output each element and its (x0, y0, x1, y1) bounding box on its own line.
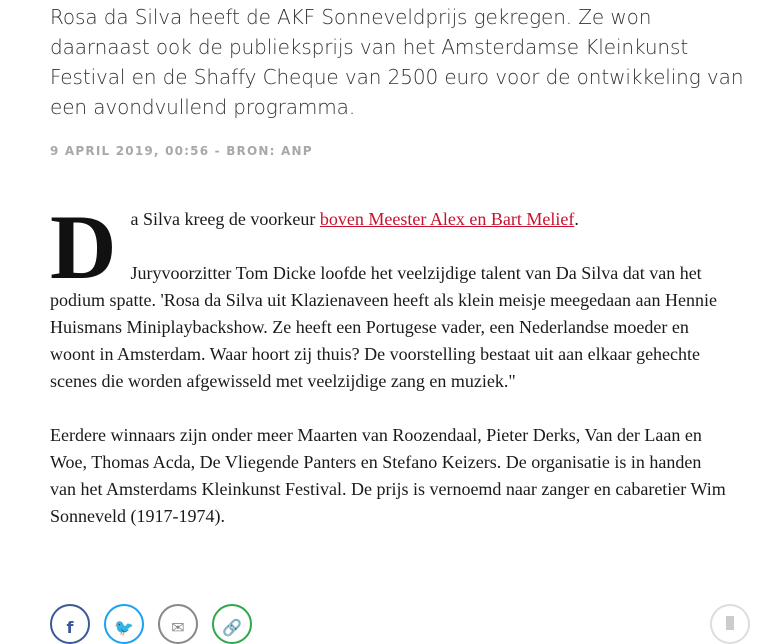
article-link[interactable]: boven Meester Alex en Bart Melief (319, 209, 575, 229)
article-lede: Rosa da Silva heeft de AKF Sonneveldprijs gekregen. Ze won daarnaast ook de publieksprijs van het Amsterdamse Kleinkunst Festival en de Shaffy Cheque van 2500 euro voor de ontwikkeling van een avondvullend programma. (50, 5, 744, 119)
share-bar (50, 604, 252, 644)
paragraph-1-end: . (574, 209, 579, 229)
facebook-icon: f (66, 618, 74, 637)
bookmark-icon (726, 616, 734, 630)
paragraph-2: Juryvoorzitter Tom Dicke loofde het veelzijdige talent van Da Silva dat van het podium spatte. 'Rosa da Silva uit Klazienaveen heeft als klein meisje meegedaan aan Hennie Huismans Miniplaybackshow. Ze heeft een Portugese vader, een Nederlandse moeder en woont in Amsterdam. Waar hoort zij thuis? De voorstelling bestaat uit aan elkaar gehechte scenes die worden afgewisseld met veelzijdige zang en muziek." (50, 263, 718, 391)
bookmark-button[interactable] (710, 604, 750, 644)
twitter-share-button[interactable] (104, 604, 144, 644)
paragraph-3: Eerdere winnaars zijn onder meer Maarten van Roozendaal, Pieter Derks, Van der Laan en Woe, Thomas Acda, De Vliegende Panters en Stefano Keizers. De organisatie is in handen van het Amsterdams Kleinkunst Festival. De prijs is vernoemd naar zanger en cabaretier Wim Sonneveld (1917-1974). (50, 425, 726, 526)
mail-icon: ✉ (171, 618, 185, 637)
twitter-icon: 🐦 (114, 618, 134, 637)
article-meta: 9 APRIL 2019, 00:56 - BRON: ANP (50, 144, 313, 158)
facebook-share-button[interactable] (50, 604, 90, 644)
dropcap: D (50, 196, 117, 298)
article-body (50, 196, 730, 557)
paragraph-1 (50, 206, 730, 233)
link-icon: 🔗 (222, 618, 242, 637)
link-share-button[interactable] (212, 604, 252, 644)
mail-share-button[interactable] (158, 604, 198, 644)
paragraph-1-text: a Silva kreeg de voorkeur (130, 209, 320, 229)
